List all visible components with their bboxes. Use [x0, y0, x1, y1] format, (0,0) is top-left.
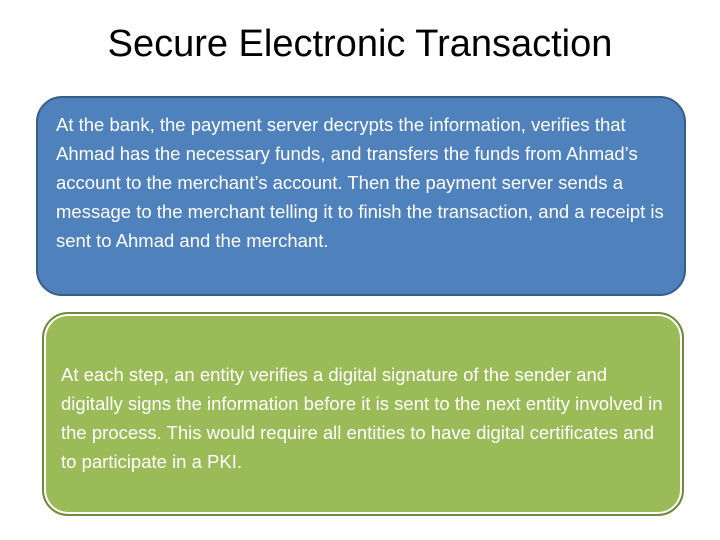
slide-title: Secure Electronic Transaction: [107, 23, 613, 65]
signature-process-box: [42, 312, 684, 516]
signature-process-text: At each step, an entity verifies a digital signature of the sender and digitally signs the information before it is sent to the next entity involved in the process. This would require all entities to have digital certificates and to participate in a PKI.: [61, 364, 663, 472]
bank-process-box: [36, 96, 686, 296]
bank-process-text: At the bank, the payment server decrypts the information, verifies that Ahmad has the necessary funds, and transfers the funds from Ahmad’s account to the merchant’s account. Then the payment server sends a message to the merchant telling it to finish the transaction, and a receipt is sent to Ahmad and the merchant.: [56, 114, 664, 251]
